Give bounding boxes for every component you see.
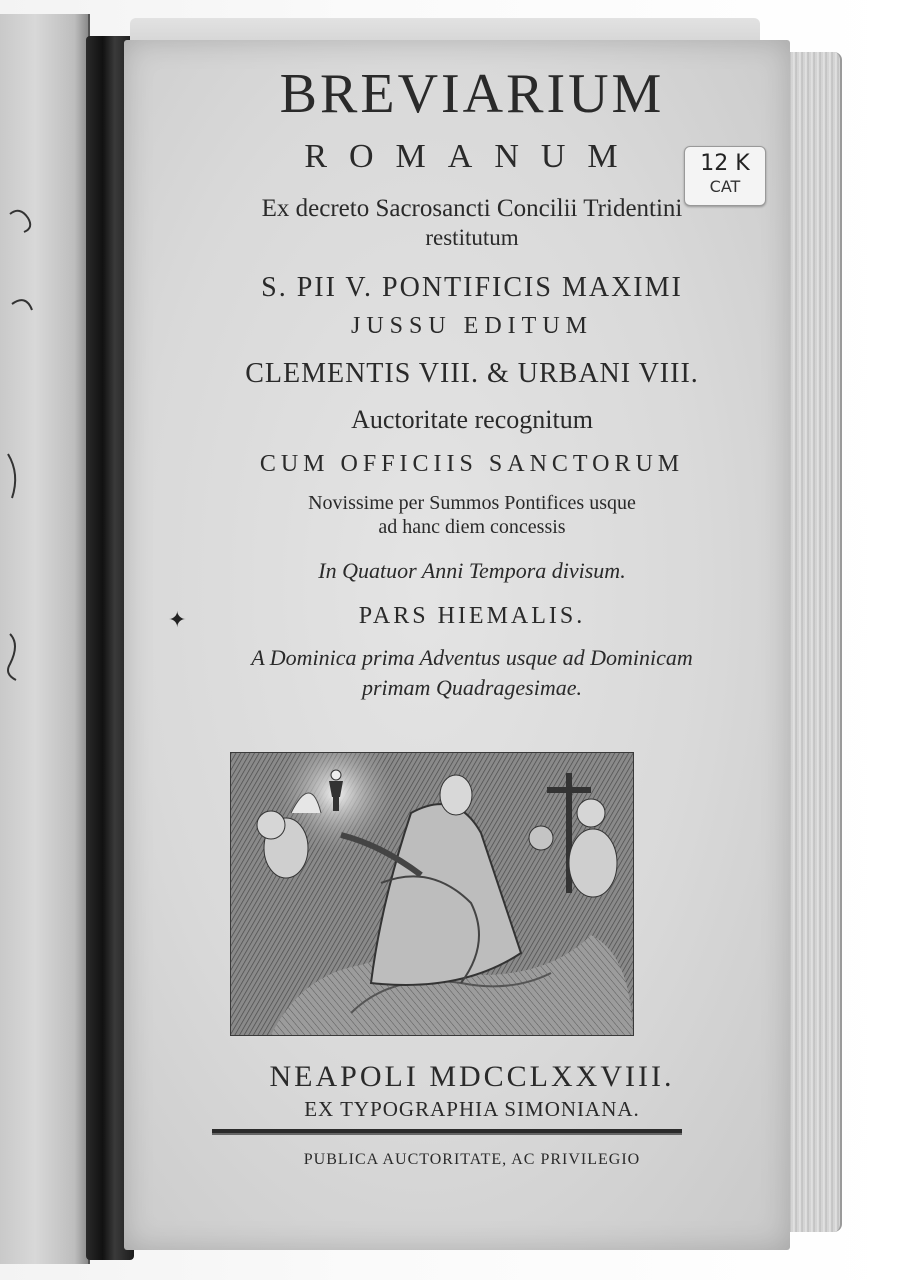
- officiis-line: CUM OFFICIIS SANCTORUM: [259, 451, 685, 477]
- catalogue-label-code: CAT: [709, 177, 741, 196]
- auctoritate-line: Auctoritate recognitum: [351, 405, 593, 434]
- pope-line: S. PII V. PONTIFICIS MAXIMI: [261, 272, 683, 303]
- popes-line: CLEMENTIS VIII. & URBANI VIII.: [245, 358, 699, 389]
- engraving-illustration: [230, 752, 634, 1036]
- novissime-line-1: Novissime per Summos Pontifices usque: [308, 492, 636, 514]
- dominica-line-2: primam Quadragesimae.: [362, 675, 582, 700]
- catalogue-label: [684, 146, 766, 206]
- ink-mark-icon: ✦: [168, 608, 187, 633]
- decree-line-2: restitutum: [425, 225, 519, 250]
- handwriting-marks: [6, 194, 66, 694]
- catalogue-label-number: 12 K: [700, 151, 750, 176]
- pars-line: PARS HIEMALIS.: [358, 603, 586, 629]
- divider-rule: [212, 1129, 682, 1135]
- left-facing-page: [0, 14, 90, 1264]
- imprint-place: NEAPOLI MDCCLXXVIII.: [269, 1060, 675, 1093]
- decree-line-1: Ex decreto Sacrosancti Concilii Tridentini: [261, 195, 683, 222]
- book-subtitle: ROMANUM: [304, 138, 640, 175]
- imprint-printer: EX TYPOGRAPHIA SIMONIANA.: [304, 1097, 640, 1121]
- quatuor-line: In Quatuor Anni Tempora divisum.: [318, 558, 626, 583]
- novissime-line-2: ad hanc diem concessis: [378, 516, 566, 538]
- book-title: BREVIARIUM: [279, 63, 665, 125]
- dominica-line-1: A Dominica prima Adventus usque ad Dominicam: [251, 645, 693, 670]
- jussu-line: JUSSU EDITUM: [350, 313, 593, 339]
- privilege-line: PUBLICA AUCTORITATE, AC PRIVILEGIO: [303, 1151, 641, 1168]
